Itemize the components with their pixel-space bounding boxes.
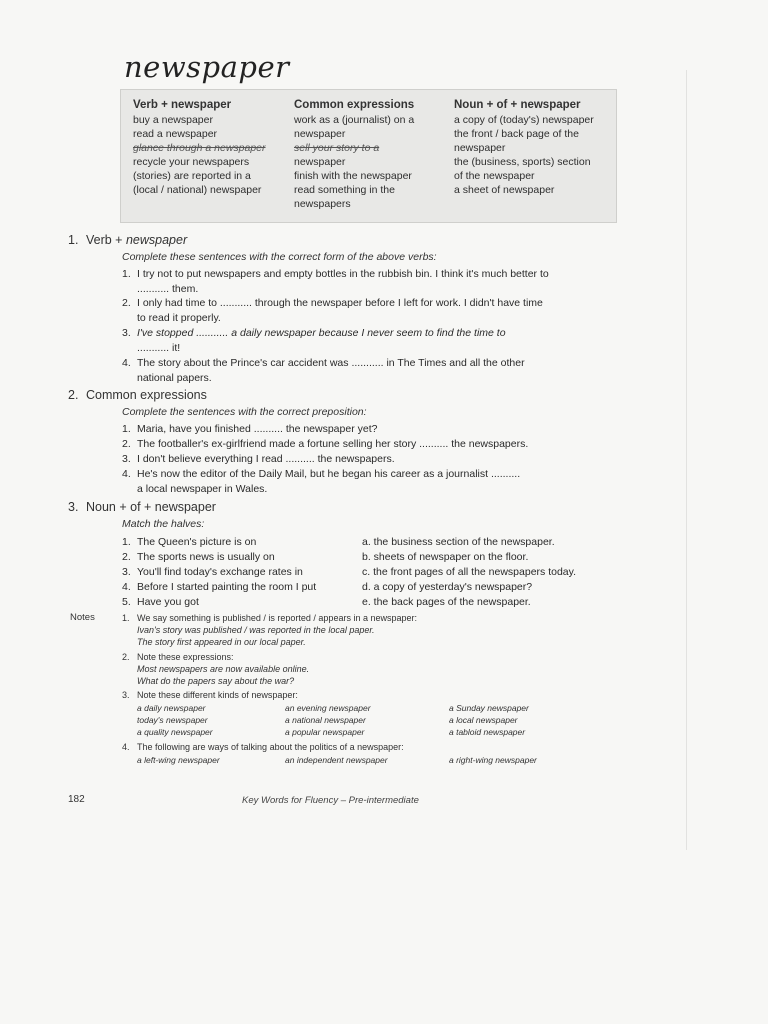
match-left-item (122, 566, 303, 578)
newspaper-kind: a daily newspaper (137, 703, 206, 713)
exercise-item (122, 437, 612, 452)
item-number: 2. (122, 551, 131, 563)
item-number: 4. (122, 357, 131, 369)
match-right-item: a. the business section of the newspaper. (362, 536, 555, 548)
note-example: Most newspapers are now available online. (137, 664, 310, 674)
note-number: 4. (122, 742, 130, 752)
collocation: read a newspaper (133, 128, 218, 140)
note-number: 1. (122, 613, 130, 623)
item-text: I've stopped ........... a daily newspaper because I never seem to find the time to (137, 327, 506, 339)
note-item (122, 651, 309, 687)
exercise-item (122, 452, 612, 467)
exercise-item (122, 296, 612, 325)
note-text: The following are ways of talking about the politics of a newspaper: (137, 742, 404, 752)
column-heading: Noun + of + newspaper (454, 99, 581, 111)
collocation: recycle your newspapers (133, 156, 250, 168)
item-text: ........... them. (137, 282, 199, 295)
collocation: sell your story to a (294, 142, 380, 154)
match-right-item: b. sheets of newspaper on the floor. (362, 551, 529, 563)
expressions-column (294, 98, 414, 211)
collocation: a sheet of newspaper (454, 184, 555, 196)
item-text: I don't believe everything I read .......... the newspapers. (137, 453, 395, 465)
collocation: read something in the (294, 184, 395, 196)
item-number: 1. (122, 536, 131, 548)
item-number: 3. (122, 327, 131, 339)
collocation: (local / national) newspaper (133, 184, 262, 196)
item-number: 3. (122, 566, 131, 578)
section-number: 3. (68, 500, 79, 514)
newspaper-kind: today's newspaper (137, 715, 208, 725)
exercise-item (122, 467, 612, 496)
newspaper-kind: a tabloid newspaper (449, 727, 526, 737)
instruction: Complete the sentences with the correct preposition: (122, 406, 367, 418)
section-label: Verb + (86, 233, 126, 247)
collocation: newspaper (454, 142, 506, 154)
item-number: 4. (122, 468, 131, 480)
section-heading (68, 500, 216, 514)
item-text: I try not to put newspapers and empty bottles in the rubbish bin. I think it's much better to (137, 268, 549, 280)
collocation: of the newspaper (454, 170, 535, 182)
collocation: newspapers (294, 198, 351, 210)
item-text: I only had time to ........... through the newspaper before I left for work. I didn't have time (137, 297, 543, 309)
item-number: 5. (122, 596, 131, 608)
newspaper-kind: a national newspaper (285, 715, 366, 725)
note-number: 3. (122, 690, 130, 700)
collocation: glance through a newspaper (133, 142, 266, 154)
match-left-item (122, 596, 199, 608)
note-number: 2. (122, 652, 130, 662)
note-text: We say something is published / is reported / appears in a newspaper: (137, 613, 417, 623)
note-text: Note these expressions: (137, 652, 234, 662)
newspaper-kind: a Sunday newspaper (449, 703, 529, 713)
collocations-box (120, 89, 617, 223)
section-heading (68, 388, 207, 402)
item-text: The Queen's picture is on (137, 536, 257, 548)
item-number: 1. (122, 268, 131, 280)
exercise-item (122, 326, 612, 355)
newspaper-kind: a local newspaper (449, 715, 518, 725)
book-title: Key Words for Fluency – Pre-intermediate (242, 795, 419, 806)
instruction: Complete these sentences with the correct form of the above verbs: (122, 251, 437, 263)
newspaper-kinds-col1 (137, 702, 213, 738)
instruction: Match the halves: (122, 518, 205, 530)
collocation: the (business, sports) section (454, 156, 591, 168)
newspaper-kinds-col2 (285, 702, 371, 738)
exercise-item (122, 356, 612, 385)
item-text: to read it properly. (137, 311, 221, 324)
collocation: a copy of (today's) newspaper (454, 114, 594, 126)
page-edge-shadow (686, 70, 687, 850)
note-item (122, 741, 404, 753)
section-heading (68, 233, 187, 247)
item-text: national papers. (137, 371, 212, 384)
match-left-item (122, 536, 256, 548)
page-number: 182 (68, 794, 85, 805)
newspaper-kind: a quality newspaper (137, 727, 213, 737)
item-number: 1. (122, 423, 131, 435)
collocation: the front / back page of the (454, 128, 579, 140)
column-heading: Common expressions (294, 99, 415, 111)
section-label: Noun + of + newspaper (86, 500, 216, 514)
note-item (122, 689, 298, 701)
collocation: newspaper (294, 128, 346, 140)
item-text: Before I started painting the room I put (137, 581, 317, 593)
section-label: Common expressions (86, 388, 207, 402)
notes-label: Notes (70, 612, 95, 623)
note-item (122, 612, 417, 648)
collocation: finish with the newspaper (294, 170, 412, 182)
collocation: buy a newspaper (133, 114, 213, 126)
page-title: newspaper (124, 50, 290, 84)
note-example: Ivan's story was published / was reported in the local paper. (137, 625, 375, 635)
item-text: Have you got (137, 596, 199, 608)
exercise-item (122, 422, 612, 437)
newspaper-kinds-col3 (449, 702, 529, 738)
item-text: a local newspaper in Wales. (137, 482, 268, 495)
note-example: What do the papers say about the war? (137, 676, 295, 686)
collocation: (stories) are reported in a (133, 170, 251, 182)
match-right-item: d. a copy of yesterday's newspaper? (362, 581, 533, 593)
match-right-item: c. the front pages of all the newspapers today. (362, 566, 577, 578)
noun-column (454, 98, 594, 197)
match-left-item (122, 581, 316, 593)
item-text: Maria, have you finished .......... the newspaper yet? (137, 423, 378, 435)
item-text: The sports news is usually on (137, 551, 275, 563)
politics-kind: an independent newspaper (285, 755, 388, 765)
item-text: You'll find today's exchange rates in (137, 566, 303, 578)
match-right-item: e. the back pages of the newspaper. (362, 596, 531, 608)
match-left-item (122, 551, 275, 563)
politics-kind: a left-wing newspaper (137, 755, 220, 765)
column-heading: Verb + newspaper (133, 99, 232, 111)
newspaper-kind: a popular newspaper (285, 727, 365, 737)
item-number: 3. (122, 453, 131, 465)
item-number: 2. (122, 438, 131, 450)
note-example: The story first appeared in our local paper. (137, 637, 306, 647)
newspaper-kind: an evening newspaper (285, 703, 371, 713)
exercise-item (122, 267, 612, 296)
collocation: work as a (journalist) on a (294, 114, 415, 126)
item-text: The story about the Prince's car accident was ........... in The Times and all the other (137, 357, 525, 369)
item-number: 4. (122, 581, 131, 593)
collocation: newspaper (294, 156, 346, 168)
item-text: He's now the editor of the Daily Mail, but he began his career as a journalist .......... (137, 468, 521, 480)
item-text: ........... it! (137, 341, 181, 354)
section-label: newspaper (125, 233, 188, 247)
verb-column (133, 98, 266, 197)
item-number: 2. (122, 297, 131, 309)
section-number: 1. (68, 233, 79, 247)
note-text: Note these different kinds of newspaper: (137, 690, 298, 700)
section-number: 2. (68, 388, 79, 402)
politics-kind: a right-wing newspaper (449, 755, 537, 765)
item-text: The footballer's ex-girlfriend made a fortune selling her story .......... the newspapers. (137, 438, 529, 450)
